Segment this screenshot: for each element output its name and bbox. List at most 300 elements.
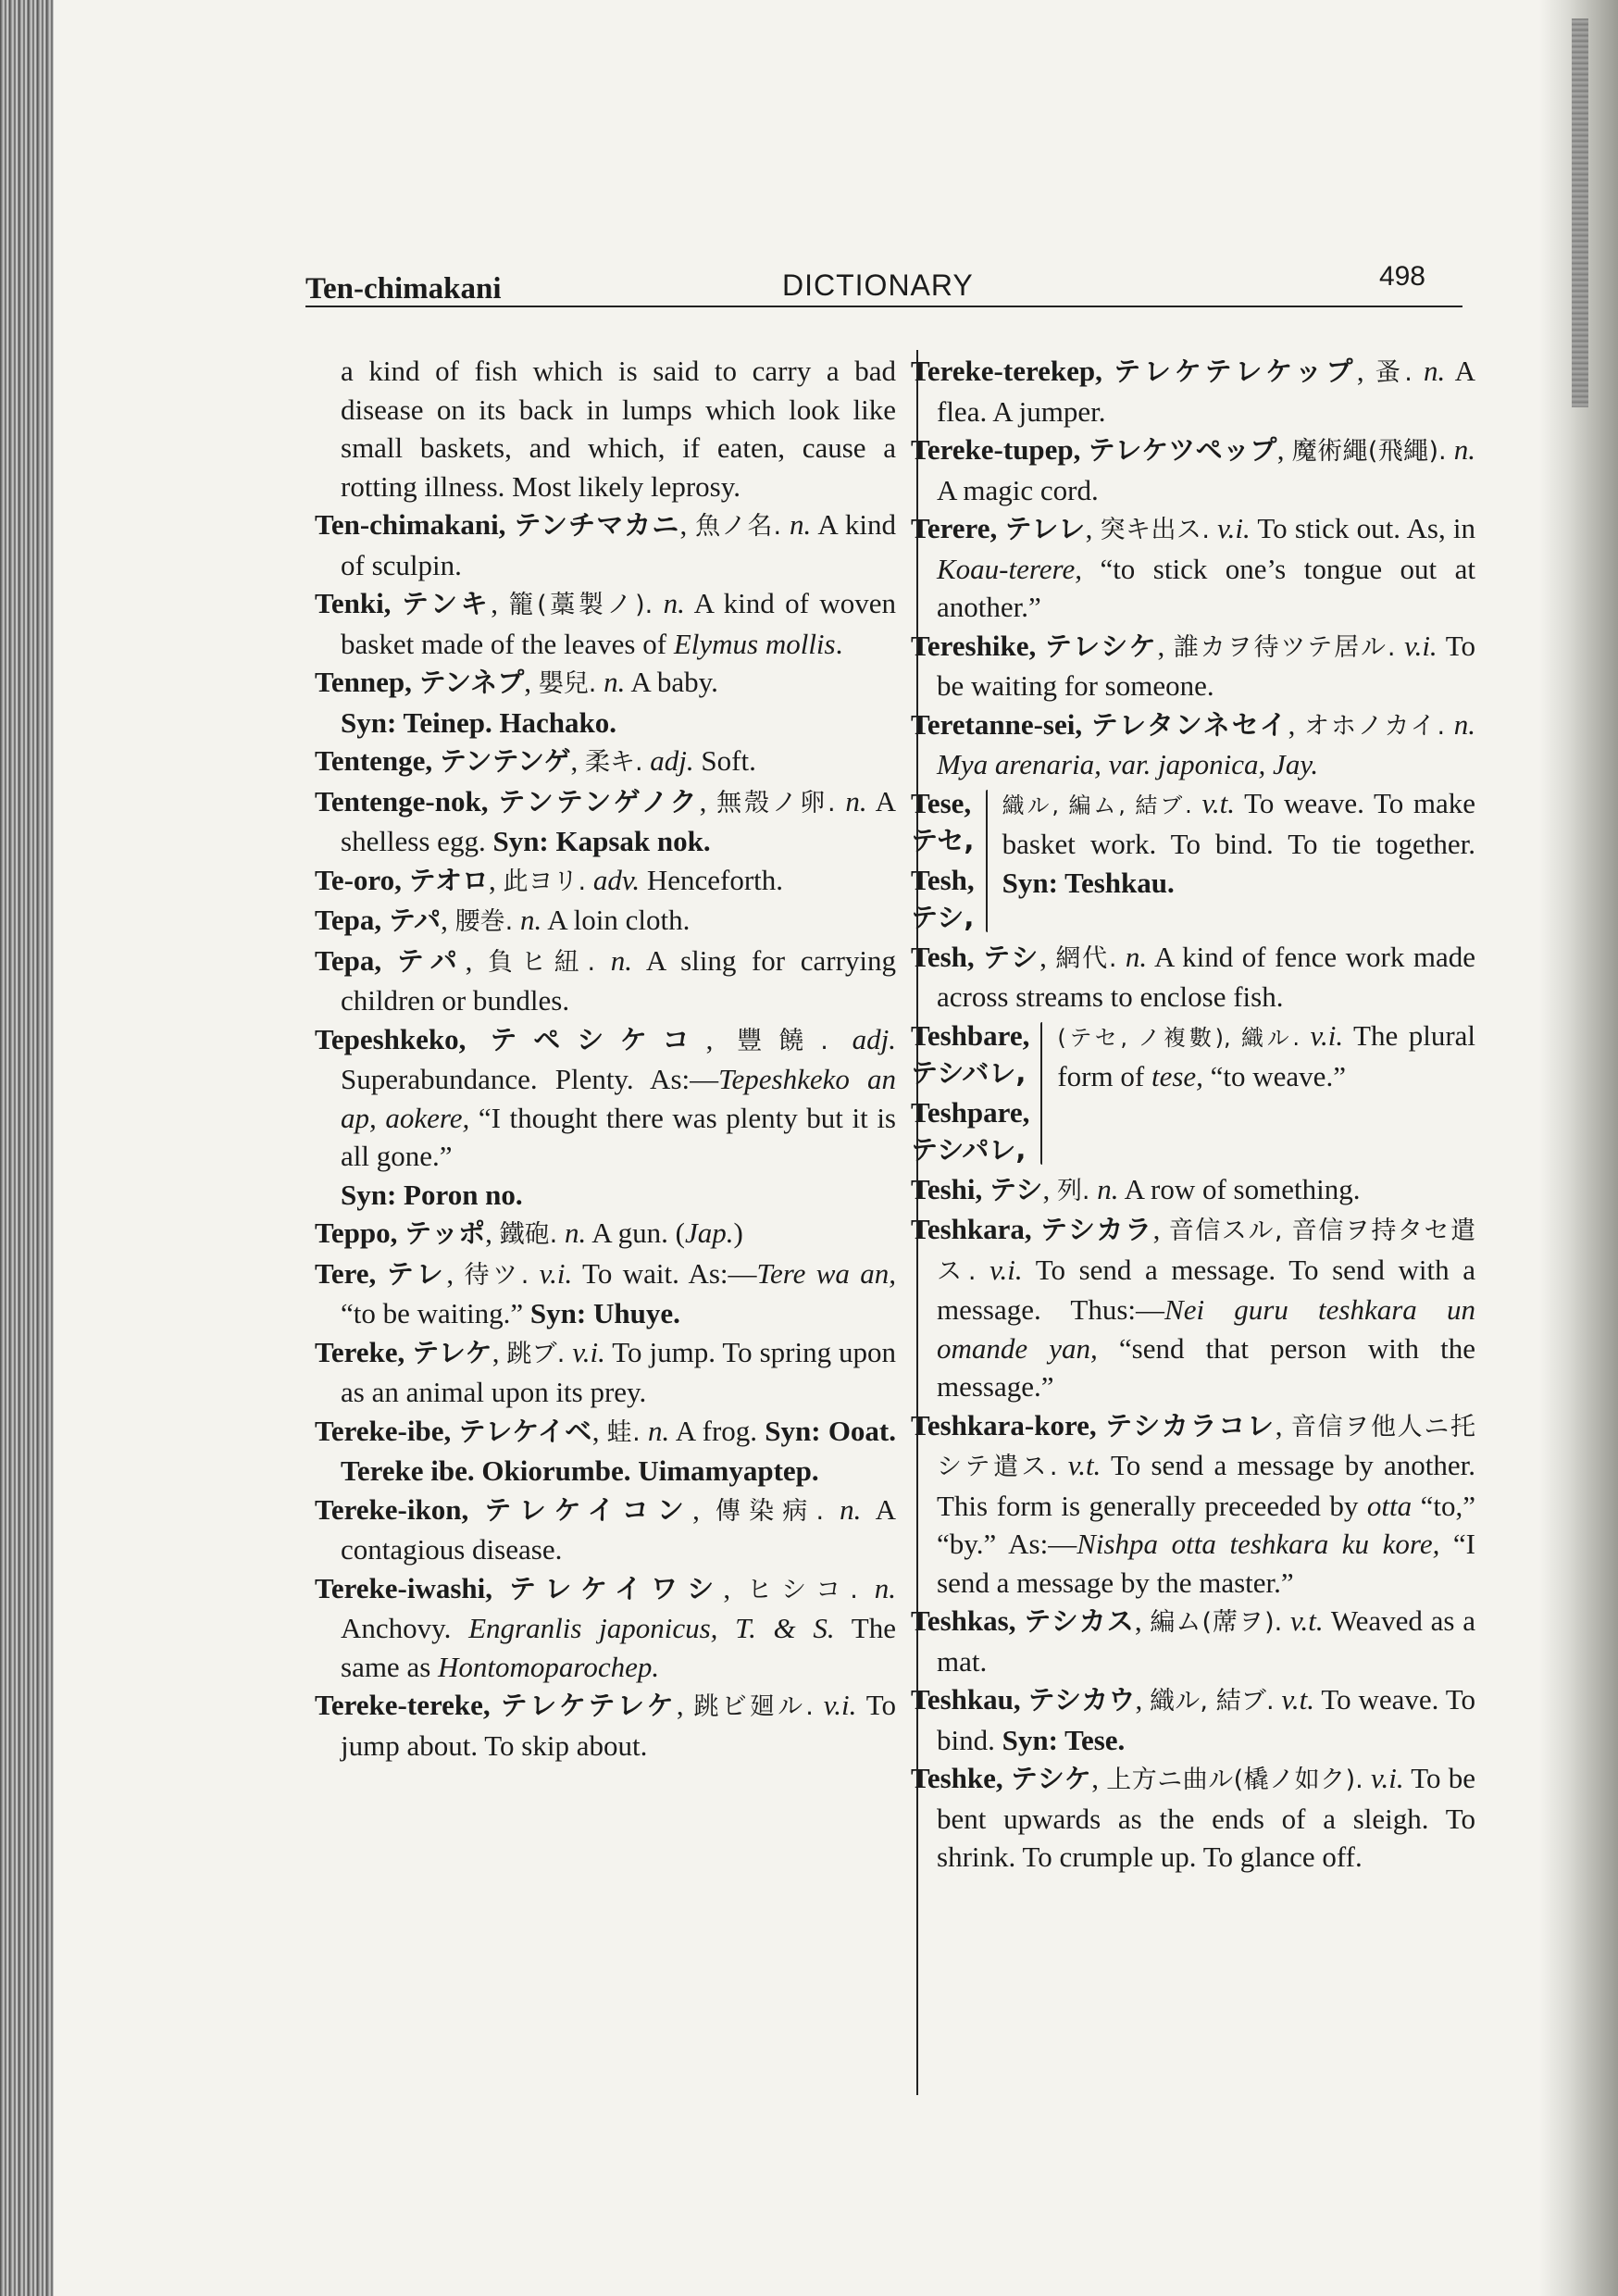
japanese-gloss: 豐饒. [737,1026,828,1055]
definition-text [596,666,604,698]
katakana-reading: テレタンネセイ [1090,708,1288,741]
italic-text: n. [1453,433,1476,466]
headword: Teshbare, [911,1018,1030,1052]
italic-text: n. [647,1414,670,1447]
definition-text [1210,512,1217,544]
japanese-gloss: 編ム(蓆ヲ). [1150,1608,1283,1637]
definition-text [1116,941,1126,973]
italic-text: v.i. [539,1256,573,1290]
definition-text: , [465,943,488,977]
italic-text: v.t. [1201,786,1236,819]
definition-text: A magic cord. [937,473,1099,506]
headword: Teshpare, [911,1095,1030,1129]
japanese-gloss: 負ヒ紐. [487,947,596,977]
definition-text: The same as [341,1612,896,1683]
japanese-gloss: 腰巻. [454,907,514,936]
dictionary-entry [911,1602,1475,1680]
definition-text [836,785,846,817]
dictionary-entry [315,1020,896,1176]
definition-text: A kind of fence work made across streams to enclose fish. [937,940,1475,1013]
italic-text: v.i. [989,1253,1023,1286]
definition-text [1282,1604,1290,1637]
definition-text: , [1091,1762,1107,1794]
definition-text [586,864,593,896]
definition-text: , [441,904,455,936]
japanese-gloss: 上方ニ曲ル(橇ノ如ク). [1106,1766,1363,1794]
definition-text: A gun. ( [586,1217,685,1249]
definition-text [557,1217,565,1249]
definition-text [468,1493,484,1526]
katakana-reading: テレレ [1004,513,1086,544]
definition-text: , [446,1256,465,1290]
definition-text: , [1134,1604,1151,1637]
headword: Tentenge, [315,744,433,777]
japanese-gloss: 魔術繩(飛繩). [1291,437,1447,466]
italic-text: n. [604,666,626,698]
definition-text [1447,433,1454,466]
japanese-gloss: 嬰兒. [538,669,597,698]
japanese-gloss: 誰カヲ待ツテ居ル. [1173,632,1396,662]
definition-text [781,508,790,541]
italic-text: n. [610,943,632,977]
definition-text: , [492,1335,507,1368]
definition-text: The plural form of [1057,1018,1476,1092]
definition-text: A shelless egg. [341,784,897,857]
dictionary-entry [315,584,896,663]
italic-text: n. [840,1492,862,1526]
italic-text: adv. [592,863,641,896]
definition-text: , [1135,1683,1151,1716]
definition-text: “I thought there was plenty but it is all gone.” [341,1101,896,1172]
page-title: DICTIONARY [782,268,974,302]
definition-text [412,666,419,698]
headword: Tepeshkeko, [315,1022,467,1055]
italic-text: Nishpa otta teshkara ku kore, [1077,1528,1440,1560]
definition-text: “to stick one’s tongue out at another.” [937,552,1475,623]
dictionary-entry [315,505,896,584]
italic-text: n. Mya arenaria, var. japonica, Jay. [937,707,1475,780]
japanese-gloss: ヒシコ. [746,1575,858,1604]
definition-text [1080,433,1088,466]
katakana-reading: テンネプ [418,667,525,698]
italic-text: v.t. [1281,1683,1315,1716]
katakana-reading: テシケ [1010,1763,1092,1794]
definition-text: To weave. To bind. [937,1683,1476,1756]
katakana-reading: テッポ [404,1217,486,1249]
italic-text: v.i. [1404,629,1438,662]
headword: Tese, [911,786,972,819]
definition-text: To weave. To make basket work. To bind. To tie together. [1002,786,1475,860]
japanese-gloss: 突キ出ス. [1100,516,1210,544]
definition-text [824,1493,840,1526]
headword: テセ, [911,825,975,856]
japanese-gloss: 鐵砲. [499,1220,558,1249]
headword: Ten-chimakani, [315,508,506,541]
dictionary-entry [911,627,1475,705]
headword: Teshkau, [911,1683,1021,1716]
italic-text: v.t. [1067,1449,1101,1481]
headword: Teshkara-kore, [911,1408,1097,1441]
headword: テシ, [911,902,975,933]
katakana-reading: テレケツペップ [1088,434,1277,466]
definition-text: “send that person with the message.” [937,1331,1475,1403]
dictionary-entry [315,1569,896,1687]
bold-text: Syn: Ooat. Tereke ibe. Okiorumbe. Uimamyaptep. [341,1414,897,1487]
japanese-gloss: 無殼ノ卵. [716,788,836,817]
definition-text: , [491,587,509,619]
italic-text: Tere wa an, [756,1256,897,1290]
italic-text: v.i. [1217,512,1251,544]
left-column [315,352,896,1765]
definition-text [381,944,397,977]
italic-text: v.i. [572,1335,605,1368]
definition-text: “to,” “by.” As:— [937,1489,1475,1560]
italic-text: n. [564,1217,587,1249]
definition-text: “I send a message by the master.” [937,1528,1475,1599]
definition-text [1395,630,1404,662]
katakana-reading: テレケイワシ [508,1572,724,1604]
headword: Tepa, [315,904,382,936]
japanese-gloss: 跳ビ廻ル. [693,1692,814,1721]
definition-text: , [705,1022,738,1055]
headword: Teshkara, [911,1213,1032,1245]
japanese-gloss: 音信ヲ他人ニ托シテ遣ス. [937,1412,1476,1481]
italic-text: Tepeshkeko an ap, aokere, [341,1063,896,1134]
headword: Tenki, [315,587,392,619]
definition-text: , [1039,940,1056,973]
definition-text: Soft. [693,744,756,777]
definition-text: , [1157,629,1174,662]
definition-text [858,1572,875,1604]
definition-text [975,941,984,973]
bracket-headwords [911,1017,1029,1170]
definition-text [1102,355,1114,387]
dictionary-entry [315,861,896,902]
page-number: 498 [1378,261,1425,292]
definition-text: , [591,1414,607,1447]
italic-text: otta [1366,1489,1413,1522]
bold-text: Syn: Uhuye. [529,1297,680,1329]
dictionary-entry [315,663,896,704]
italic-text: n. [1125,940,1148,973]
definition-text: , [524,666,539,698]
dictionary-entry [315,742,896,782]
katakana-reading: テンテンゲノク [498,785,700,817]
katakana-reading: テパ [388,905,442,936]
definition-text: A contagious disease. [341,1492,896,1566]
definition-text: , [723,1571,747,1604]
definition-text: A sling for carrying children or bundles. [341,943,897,1017]
definition-text [1058,1449,1068,1481]
italic-text: Engranlis japonicus, T. & S. [468,1612,835,1644]
japanese-gloss: 此ヨリ. [503,867,587,896]
definition-text: , [1276,433,1292,466]
katakana-reading: テシカラ [1039,1214,1153,1245]
entry-synonyms [315,1176,896,1215]
italic-text: Koau-terere, [937,552,1082,585]
definition-text: ) [733,1217,743,1249]
definition-text: A loin cloth. [541,904,691,936]
katakana-reading: テシカス [1024,1605,1135,1637]
italic-text: adj. [852,1022,897,1055]
definition-text: , [692,1492,716,1526]
japanese-gloss: 魚ノ名. [695,512,782,541]
entry-definition [1057,1017,1475,1170]
headword: Teshkas, [911,1604,1016,1637]
definition-text: To be bent upwards as the ends of a sleigh. To shrink. To crumple up. To glance off. [937,1762,1476,1873]
definition-text [1082,708,1091,741]
bracket-headwords [911,784,975,938]
italic-text: Nei guru teshkara un omande yan, [937,1293,1476,1365]
headword: Tereke-tupep, [911,433,1081,466]
definition-text: Weaved as a mat. [937,1604,1476,1678]
definition-text [513,904,520,936]
italic-text: n. [789,508,812,541]
bracketed-entry [911,784,1475,938]
dictionary-entry [315,782,896,861]
katakana-reading: テンテンゲ [439,745,571,777]
headword: Teshi, [911,1172,983,1205]
dictionary-entry [315,1686,896,1765]
dictionary-entry [911,938,1475,1017]
headword: Tereke, [315,1335,405,1368]
headword: Tereke-ibe, [315,1414,452,1447]
headword: テシバレ, [911,1057,1027,1089]
definition-text [828,1023,853,1055]
definition-text: , [1356,355,1375,387]
definition-text [1036,630,1045,662]
japanese-gloss: (テセ, ノ複數), 織ル. [1057,1024,1301,1051]
definition-text [492,1572,509,1604]
definition-text [982,1173,989,1205]
japanese-gloss: 蛙. [606,1417,641,1447]
definition-text [653,587,663,619]
definition-text: To jump about. To skip about. [341,1689,897,1762]
italic-text: Hontomoparochep. [438,1650,660,1683]
italic-text: Jap. [684,1217,734,1249]
definition-text: Superabundance. Plenty. As:— [341,1063,719,1095]
definition-text [976,1254,989,1286]
katakana-reading: テシカラコレ [1105,1409,1276,1441]
japanese-gloss: 織ル, 結ブ. [1150,1687,1275,1716]
entry-synonyms [315,704,896,742]
running-headword: Ten-chimakani [305,272,502,306]
dictionary-entry [911,1759,1475,1877]
definition-text [529,1257,539,1290]
brace-mark [1033,1017,1053,1170]
header-rule [305,306,1462,307]
synonym-line: Syn: Teinep. Hachako. [341,705,617,739]
dictionary-entry [315,1412,896,1491]
italic-text: n. [1097,1172,1119,1205]
dictionary-entry [315,1491,896,1569]
headword: Te-oro, [315,863,402,896]
italic-text: v.i. [1371,1762,1404,1794]
definition-text: , [570,744,585,777]
definition-text [1363,1762,1371,1794]
japanese-gloss: 列. [1056,1176,1090,1205]
definition-text [376,1257,386,1290]
definition-text: , [1275,1408,1291,1441]
definition-text: , [1042,1172,1057,1205]
definition-text: a kind of fish which is said to carry a bad disease on its back in lumps which look like small baskets, and which, if eaten, cause a rotting illness. Most likely leprosy. [341,355,896,503]
katakana-reading: テオロ [408,864,490,896]
bold-text: Syn: Teshkau. [1002,866,1175,899]
definition-text [814,1689,824,1721]
katakana-reading: テレ [386,1257,447,1290]
dictionary-entry [911,1170,1475,1211]
definition-text [1032,1213,1040,1245]
definition-text [1015,1604,1024,1637]
japanese-gloss: 蚤. [1375,358,1413,387]
headword: Tesh, [911,940,975,973]
italic-text: n. [845,784,867,817]
italic-text: adj. [650,744,694,777]
japanese-gloss: 網代. [1055,943,1117,973]
definition-text [595,944,611,977]
japanese-gloss: 音信スル, 音信ヲ持タセ遣ス. [937,1217,1475,1286]
book-binding-left [0,0,54,2296]
definition-text [491,1689,501,1721]
katakana-reading: テレシケ [1044,630,1158,662]
book-binding-right [1539,0,1618,2296]
definition-text [505,508,514,541]
headword: Tereke-ikon, [315,1492,469,1526]
definition-text [1003,1762,1011,1794]
italic-text: Elymus mollis [673,627,836,660]
katakana-reading: テシ [989,1173,1043,1205]
headword: Tepa, [315,943,382,977]
definition-text: A kind of sculpin. [341,508,897,581]
definition-text [397,1217,404,1249]
definition-text: To be waiting for someone. [937,629,1476,702]
bracketed-entry [911,1017,1475,1170]
definition-text: To wait. As:— [572,1256,757,1290]
definition-text: Henceforth. [640,863,784,896]
italic-text: tese, [1151,1060,1203,1092]
headword: Tere, [315,1256,377,1290]
definition-text: Anchovy. [341,1612,469,1644]
entry-continuation [315,352,896,505]
definition-text: , [1085,512,1101,544]
katakana-reading: テパ [396,944,466,977]
entry-definition [1002,784,1475,938]
katakana-reading: テレケイコン [484,1493,693,1526]
page-header [305,261,1462,307]
definition-text [466,1023,490,1055]
definition-text [1413,355,1424,387]
headword: Tentenge-nok, [315,784,489,817]
definition-text: A frog. [669,1414,765,1447]
definition-text: , [489,863,504,896]
definition-text [488,785,498,817]
definition-text: , [676,1689,694,1721]
headword: Tesh, [911,863,975,896]
dictionary-entry [315,942,896,1020]
definition-text: “to weave.” [1202,1060,1346,1092]
dictionary-entry [911,705,1475,784]
headword: Terere, [911,512,998,544]
katakana-reading: テシ [983,941,1040,973]
definition-text: “to be waiting.” [341,1297,530,1329]
italic-text: v.t. [1290,1604,1324,1637]
synonym-line: Syn: Poron no. [341,1178,523,1211]
headword: Teppo, [315,1217,398,1249]
dictionary-entry [911,509,1475,627]
japanese-gloss: 柔キ. [584,748,643,777]
italic-text: n. [1423,355,1446,387]
definition-text [1192,787,1202,819]
brace-mark [978,784,999,938]
definition-text: To stick out. As, in [1250,512,1476,544]
bold-text: Syn: Kapsak nok. [492,825,711,857]
right-column [911,352,1475,1877]
definition-text: , [485,1217,500,1249]
definition-text: To jump. To spring upon as an animal upon its prey. [341,1335,897,1408]
definition-text: , [1152,1213,1169,1245]
headword: Teshke, [911,1762,1003,1794]
bold-text: Syn: Tese. [1002,1723,1126,1756]
definition-text [1445,708,1454,741]
definition-text [381,904,389,936]
katakana-reading: テペシケコ [490,1023,706,1055]
japanese-gloss: 待ツ. [464,1260,529,1290]
dictionary-entry [911,430,1475,509]
definition-text [1021,1683,1028,1716]
headword: Tennep, [315,666,412,698]
katakana-reading: テシカウ [1027,1684,1136,1716]
katakana-reading: テレケイベ [458,1415,592,1447]
japanese-gloss: オホノカイ. [1304,711,1446,741]
headword: Tereshike, [911,629,1037,662]
definition-text [391,587,401,619]
japanese-gloss: 織ル, 編ム, 結ブ. [1002,792,1192,818]
definition-text: To send a message by another. This form is generally preceeded by [937,1449,1475,1522]
definition-text [641,1415,648,1447]
headword: Tereke-terekep, [911,355,1102,387]
definition-text: . [835,627,843,660]
dictionary-entry [315,1333,896,1412]
italic-text: n. [663,587,685,619]
dictionary-entry [911,1210,1475,1406]
definition-text: A row of something. [1118,1172,1361,1205]
dictionary-entry [315,1214,896,1254]
japanese-gloss: 跳ブ. [506,1339,566,1368]
katakana-reading: テレケテレケ [500,1690,677,1721]
dictionary-entry [911,352,1475,430]
dictionary-entry [911,1680,1475,1759]
definition-text: A baby. [625,666,718,698]
italic-text: n. [874,1571,897,1604]
headword: Tereke-tereke, [315,1689,491,1721]
headword: Teretanne-sei, [911,707,1083,741]
japanese-gloss: 傳染病. [715,1496,825,1526]
definition-text [432,744,440,777]
definition-text: A flea. A jumper. [937,355,1476,428]
katakana-reading: テレケ [412,1336,492,1368]
definition-text [1300,1019,1310,1052]
katakana-reading: テンキ [401,588,492,619]
dictionary-entry [315,1254,896,1333]
japanese-gloss: 籠(藁製ノ). [508,591,653,619]
italic-text: n. [519,904,542,936]
definition-text [402,864,409,896]
headword: テシパレ, [911,1134,1027,1166]
katakana-reading: テンチマカニ [514,509,680,541]
headword: Tereke-iwashi, [315,1571,493,1604]
italic-text: v.i. [1310,1018,1344,1052]
definition-text: A kind of woven basket made of the leaves of [341,587,896,660]
